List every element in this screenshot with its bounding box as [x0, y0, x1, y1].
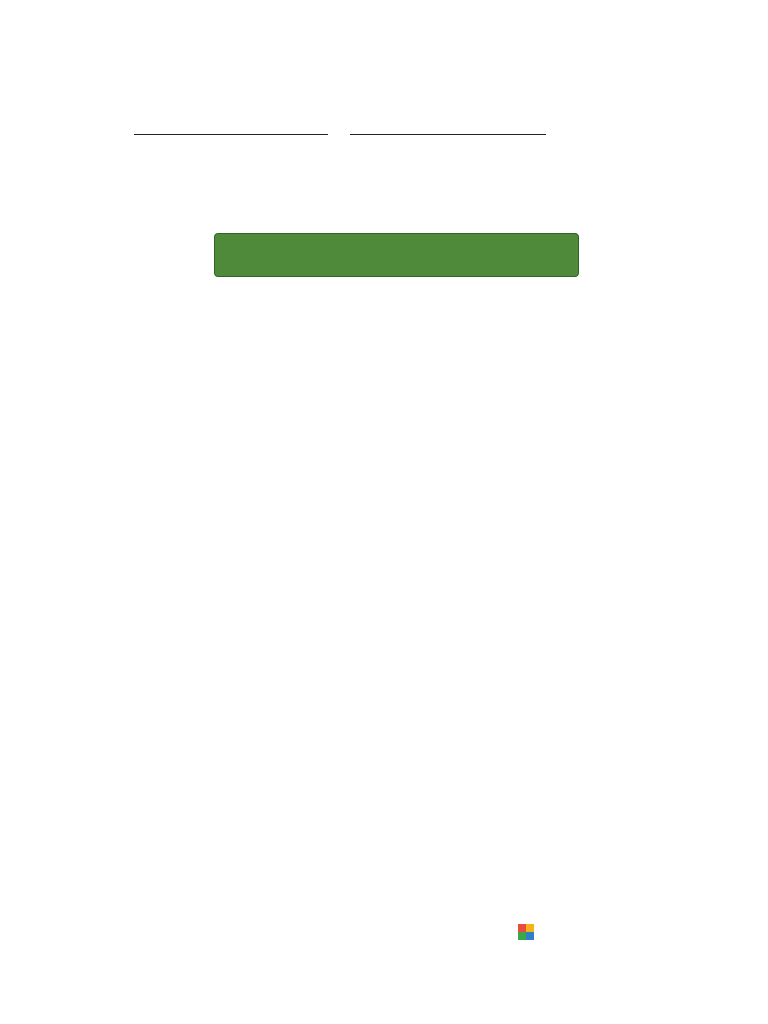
name-date-row	[126, 120, 546, 135]
name-field[interactable]	[134, 120, 328, 135]
date-field[interactable]	[350, 120, 546, 135]
instructions-line-2	[215, 256, 578, 278]
instructions-line-1	[215, 234, 578, 256]
liveworksheets-logo-icon	[518, 924, 534, 940]
instructions-banner	[214, 233, 579, 277]
liveworksheets-logo	[518, 924, 536, 940]
